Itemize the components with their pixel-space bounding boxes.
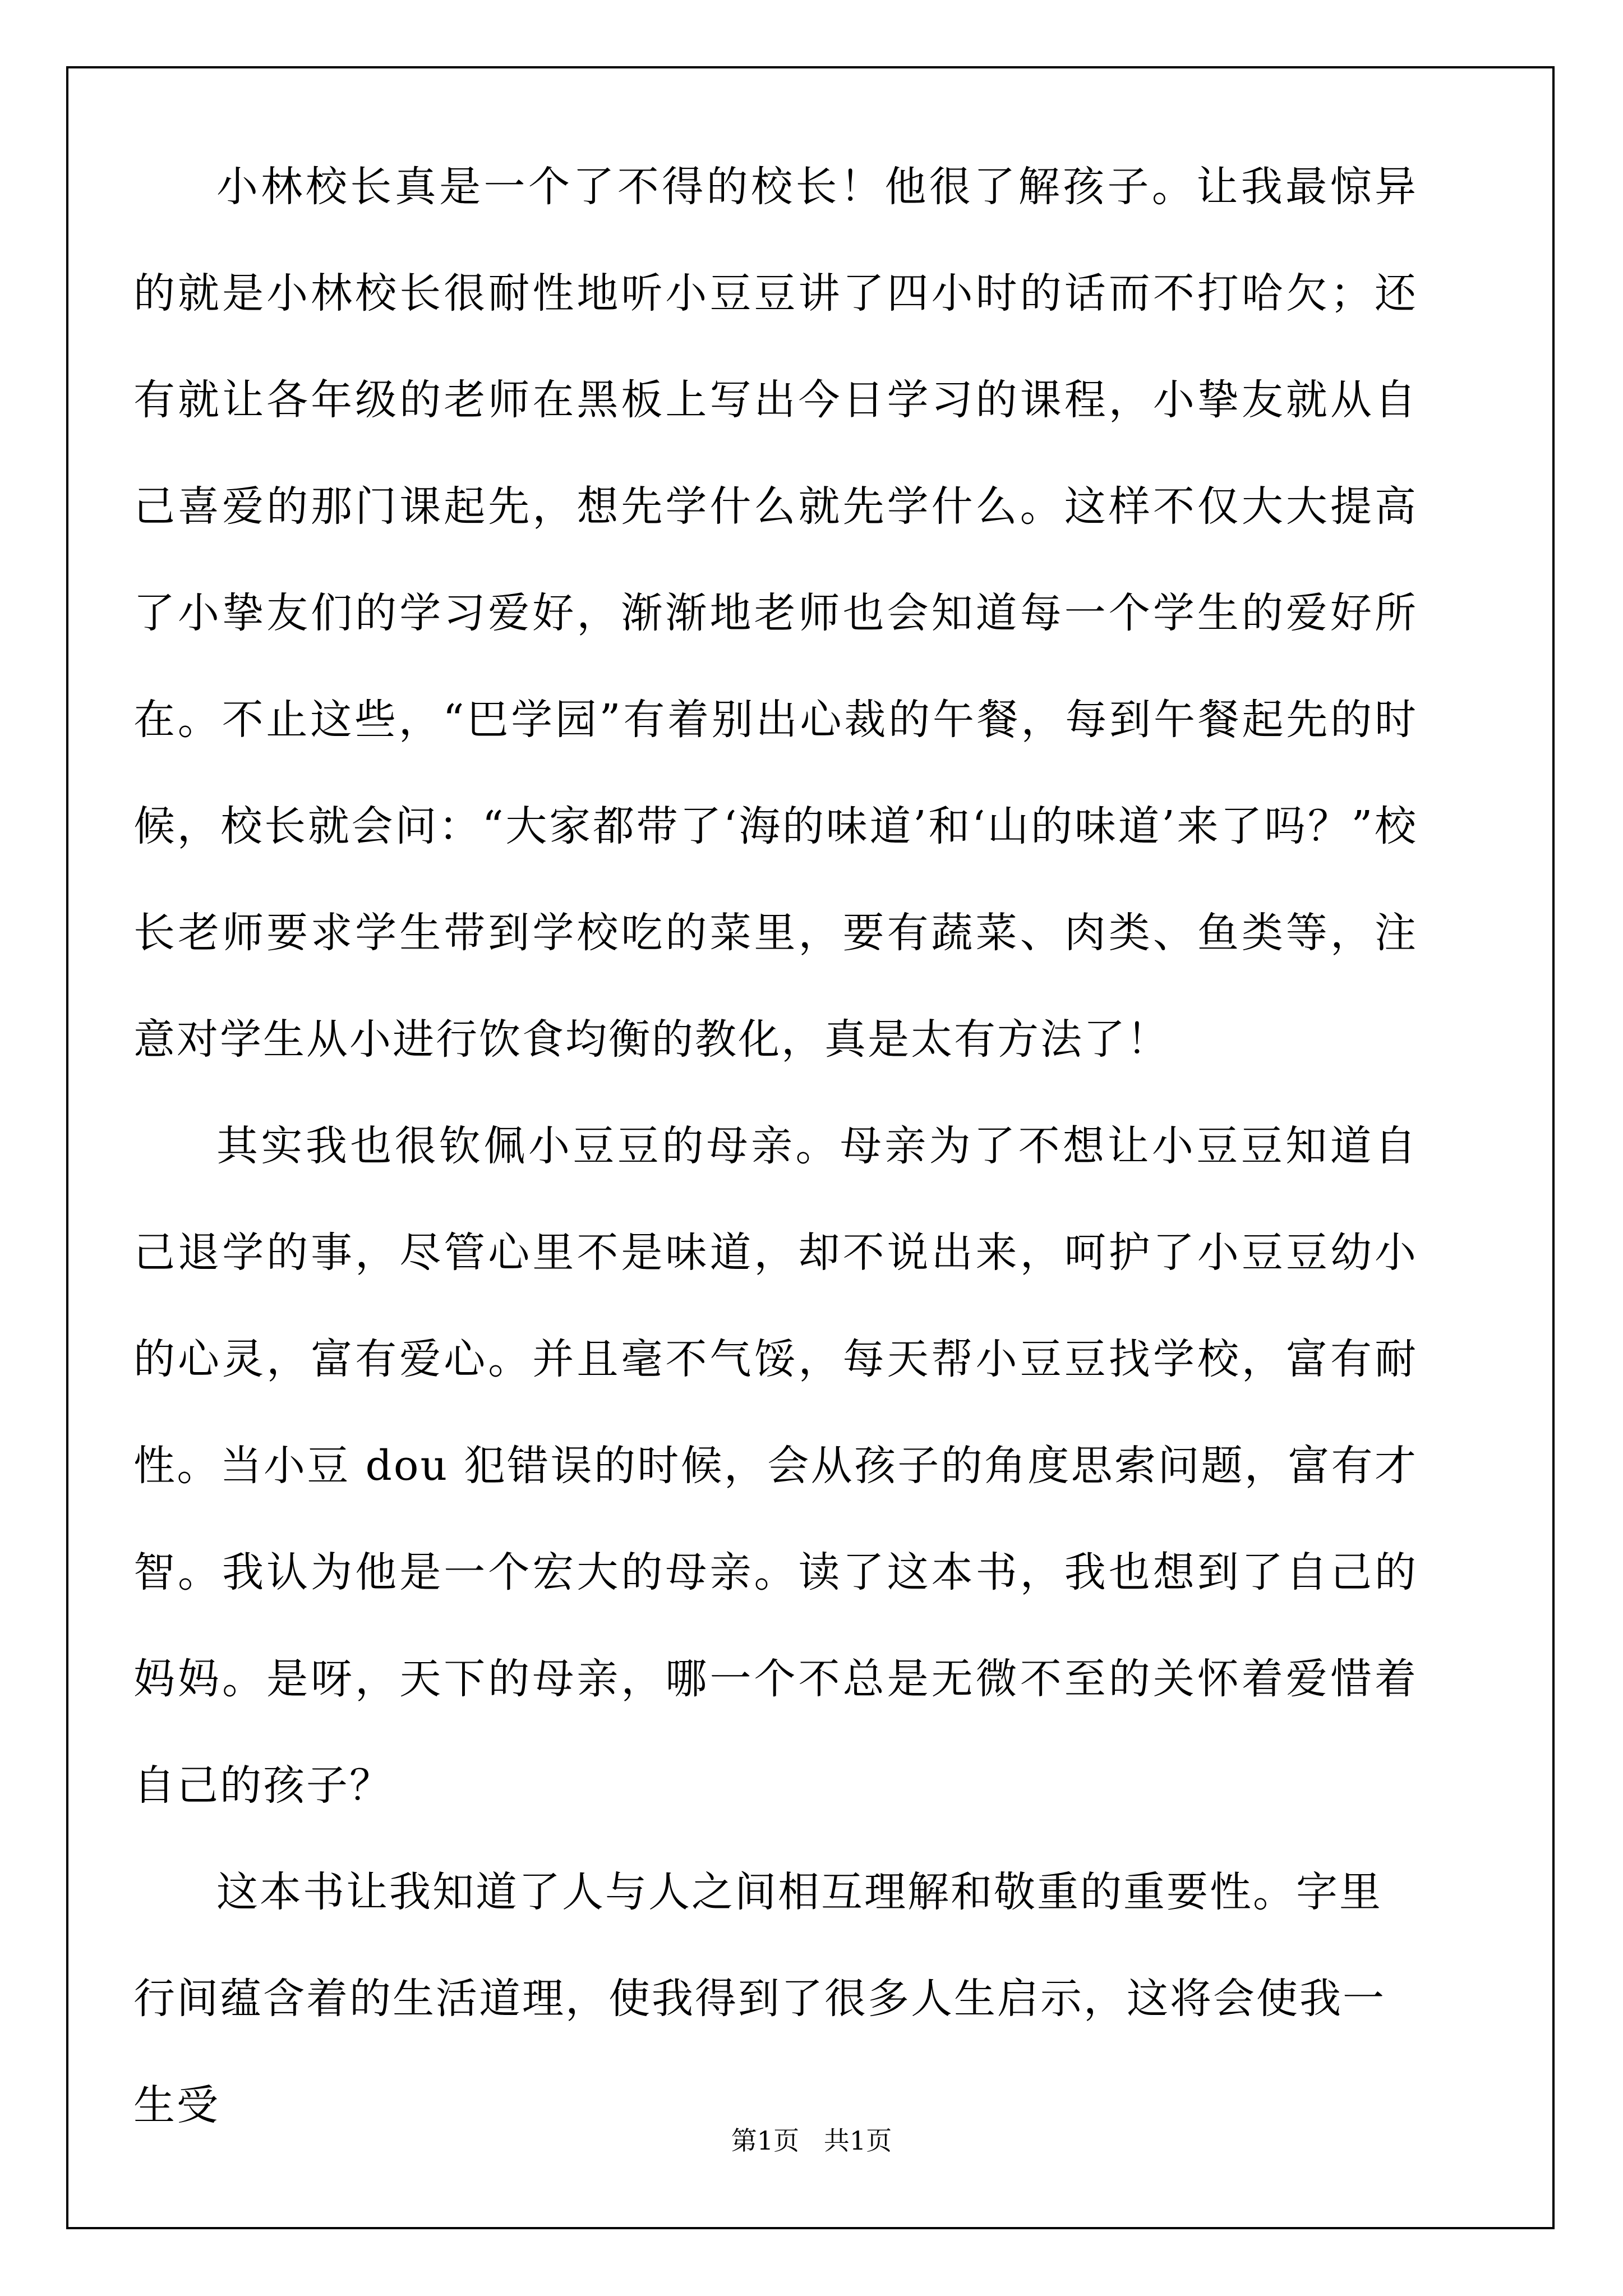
paragraph-mother: 其实我也很钦佩小豆豆的母亲。母亲为了不想让小豆豆知道自己退学的事，尽管心里不是味道，却不说出来，呵护了小豆豆幼小的心灵，富有爱心。并且毫不气馁，每天帮小豆豆找学校，富有耐性。当小豆 dou 犯错误的时候，会从孩子的角度思索问题，富有才智。我认为他是一个宏大的母亲。读了这本书，我也想到了自己的妈妈。是呀，天下的母亲，哪一个不总是无微不至的关怀着爱惜着自己的孩子？ — [133, 1122, 1418, 1810]
page-number-footer: 第1页 共1页 — [731, 2125, 892, 2156]
paragraph-conclusion: 这本书让我知道了人与人之间相互理解和敬重的重要性。字里行间蕴含着的生活道理，使我得到了很多人生启示，这将会使我一生受 — [133, 1868, 1386, 2129]
paragraph-principal: 小林校长真是一个了不得的校长！他很了解孩子。让我最惊异的就是小林校长很耐性地听小豆豆讲了四小时的话而不打哈欠；还有就让各年级的老师在黑板上写出今日学习的课程，小挚友就从自己喜爱的那门课起先，想先学什么就先学什么。这样不仅大大提高了小挚友们的学习爱好，渐渐地老师也会知道每一个学生的爱好所在。不止这些，“巴学园”有着别出心裁的午餐，每到午餐起先的时候，校长就会问：“大家都带了‘海的味道’和‘山的味道’来了吗？”校长老师要求学生带到学校吃的菜里，要有蔬菜、肉类、鱼类等，注意对学生从小进行饮食均衡的教化，真是太有方法了！ — [133, 163, 1418, 1064]
document-body — [133, 134, 1418, 2159]
